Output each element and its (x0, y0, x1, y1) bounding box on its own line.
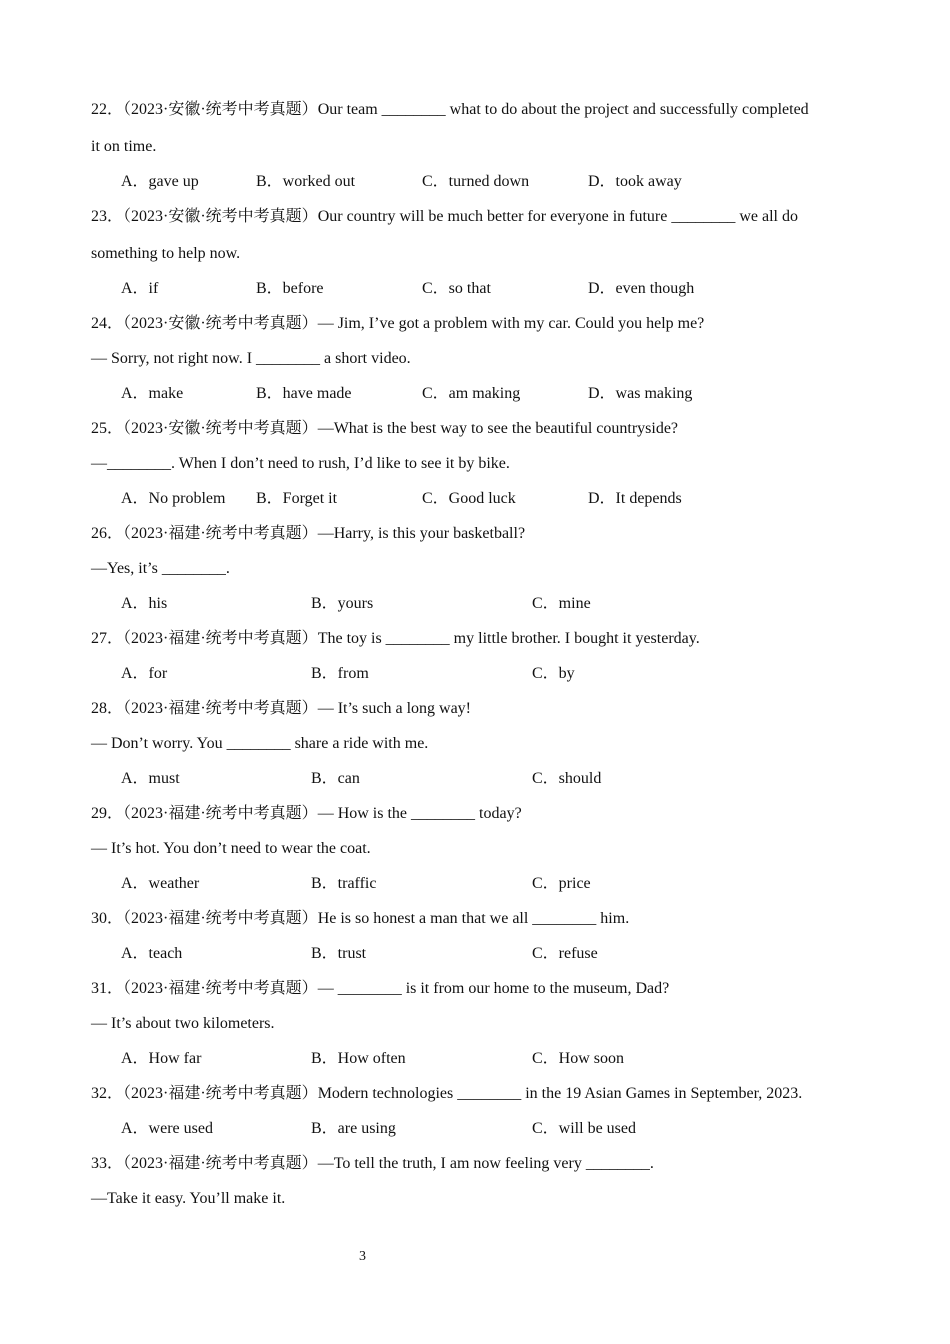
question-33-line-2: —Take it easy. You’ll make it. (91, 1190, 286, 1207)
question-30-option-a: A．teach (121, 945, 183, 962)
question-22-line-1 (91, 100, 809, 120)
question-25-line-1 (91, 419, 678, 439)
question-26-line-1 (91, 524, 525, 544)
question-number: 28． (91, 700, 124, 717)
question-number: 31． (91, 980, 124, 997)
question-source: （2023·福建·统考中考真题） (123, 525, 318, 542)
question-number: 30． (91, 910, 124, 927)
question-25-option-b: B．Forget it (256, 490, 338, 507)
question-30-line-1 (91, 909, 629, 929)
question-22-option-c: C．turned down (422, 173, 530, 190)
question-30-option-b: B．trust (311, 945, 367, 962)
page-number: 3 (359, 1249, 366, 1264)
question-25-option-d: D．It depends (588, 490, 682, 507)
question-29-line-1 (91, 804, 522, 824)
question-23-option-c: C．so that (422, 280, 491, 297)
question-text: — ________ is it from our home to the museum, Dad? (317, 980, 670, 997)
question-22-option-d: D．took away (588, 173, 682, 190)
question-number: 33． (91, 1155, 124, 1172)
question-24-option-c: C．am making (422, 385, 521, 402)
question-30-option-c: C．refuse (532, 945, 598, 962)
question-text: The toy is ________ my little brother. I bought it yesterday. (317, 630, 700, 647)
question-number: 32． (91, 1085, 124, 1102)
question-23-option-b: B．before (256, 280, 324, 297)
question-31-option-c: C．How soon (532, 1050, 625, 1067)
question-29-option-b: B．traffic (311, 875, 377, 892)
question-text: —What is the best way to see the beautiful countryside? (317, 420, 679, 437)
question-31-line-2: — It’s about two kilometers. (91, 1015, 275, 1032)
question-33-line-1 (91, 1154, 654, 1174)
question-text: —Harry, is this your basketball? (317, 525, 526, 542)
question-text: — Jim, I’ve got a problem with my car. Could you help me? (317, 315, 705, 332)
question-source: （2023·福建·统考中考真题） (123, 700, 318, 717)
question-25-option-a: A．No problem (121, 490, 226, 507)
question-28-option-b: B．can (311, 770, 360, 787)
question-26-line-2: —Yes, it’s ________. (91, 560, 230, 577)
question-text: —To tell the truth, I am now feeling very ________. (317, 1155, 654, 1172)
question-24-option-d: D．was making (588, 385, 693, 402)
question-26-option-a: A．his (121, 595, 168, 612)
question-23-option-a: A．if (121, 280, 159, 297)
question-23-line-1 (91, 207, 798, 227)
question-27-option-a: A．for (121, 665, 168, 682)
question-28-line-2: — Don’t worry. You ________ share a ride with me. (91, 735, 429, 752)
question-24-option-a: A．make (121, 385, 184, 402)
question-29-option-c: C．price (532, 875, 591, 892)
question-25-line-2: —________. When I don’t need to rush, I’d like to see it by bike. (91, 455, 510, 472)
question-24-line-2: — Sorry, not right now. I ________ a short video. (91, 350, 411, 367)
question-32-option-c: C．will be used (532, 1120, 636, 1137)
question-text: He is so honest a man that we all ________ him. (317, 910, 630, 927)
question-25-option-c: C．Good luck (422, 490, 516, 507)
question-31-option-b: B．How often (311, 1050, 406, 1067)
question-source: （2023·安徽·统考中考真题） (123, 315, 318, 332)
question-source: （2023·安徽·统考中考真题） (123, 101, 318, 118)
question-23-line-2: something to help now. (91, 245, 241, 262)
question-number: 23． (91, 208, 124, 225)
question-22-option-a: A．gave up (121, 173, 199, 190)
question-source: （2023·福建·统考中考真题） (123, 630, 318, 647)
question-text: Modern technologies ________ in the 19 Asian Games in September, 2023. (317, 1085, 803, 1102)
question-text: Our country will be much better for everyone in future ________ we all do (317, 208, 798, 225)
question-32-option-b: B．are using (311, 1120, 396, 1137)
question-29-option-a: A．weather (121, 875, 200, 892)
question-28-option-a: A．must (121, 770, 180, 787)
question-22-option-b: B．worked out (256, 173, 356, 190)
question-23-option-d: D．even though (588, 280, 695, 297)
question-source: （2023·福建·统考中考真题） (123, 805, 318, 822)
question-number: 26． (91, 525, 124, 542)
question-text: — How is the ________ today? (317, 805, 522, 822)
question-27-line-1 (91, 629, 700, 649)
question-24-option-b: B．have made (256, 385, 352, 402)
question-31-line-1 (91, 979, 669, 999)
question-number: 25． (91, 420, 124, 437)
question-27-option-b: B．from (311, 665, 369, 682)
question-text: — It’s such a long way! (317, 700, 471, 717)
question-number: 22． (91, 101, 124, 118)
question-source: （2023·安徽·统考中考真题） (123, 208, 318, 225)
question-source: （2023·福建·统考中考真题） (123, 980, 318, 997)
question-number: 27． (91, 630, 124, 647)
question-number: 29． (91, 805, 124, 822)
question-26-option-c: C．mine (532, 595, 591, 612)
question-source: （2023·安徽·统考中考真题） (123, 420, 318, 437)
question-text: Our team ________ what to do about the project and successfully completed (317, 101, 809, 118)
question-26-option-b: B．yours (311, 595, 374, 612)
question-27-option-c: C．by (532, 665, 575, 682)
question-32-option-a: A．were used (121, 1120, 213, 1137)
question-source: （2023·福建·统考中考真题） (123, 910, 318, 927)
question-number: 24． (91, 315, 124, 332)
question-source: （2023·福建·统考中考真题） (123, 1155, 318, 1172)
question-29-line-2: — It’s hot. You don’t need to wear the coat. (91, 840, 371, 857)
question-28-line-1 (91, 699, 471, 719)
question-32-line-1 (91, 1084, 802, 1104)
question-31-option-a: A．How far (121, 1050, 202, 1067)
question-28-option-c: C．should (532, 770, 602, 787)
question-source: （2023·福建·统考中考真题） (123, 1085, 318, 1102)
question-24-line-1 (91, 314, 704, 334)
question-22-line-2: it on time. (91, 138, 157, 155)
